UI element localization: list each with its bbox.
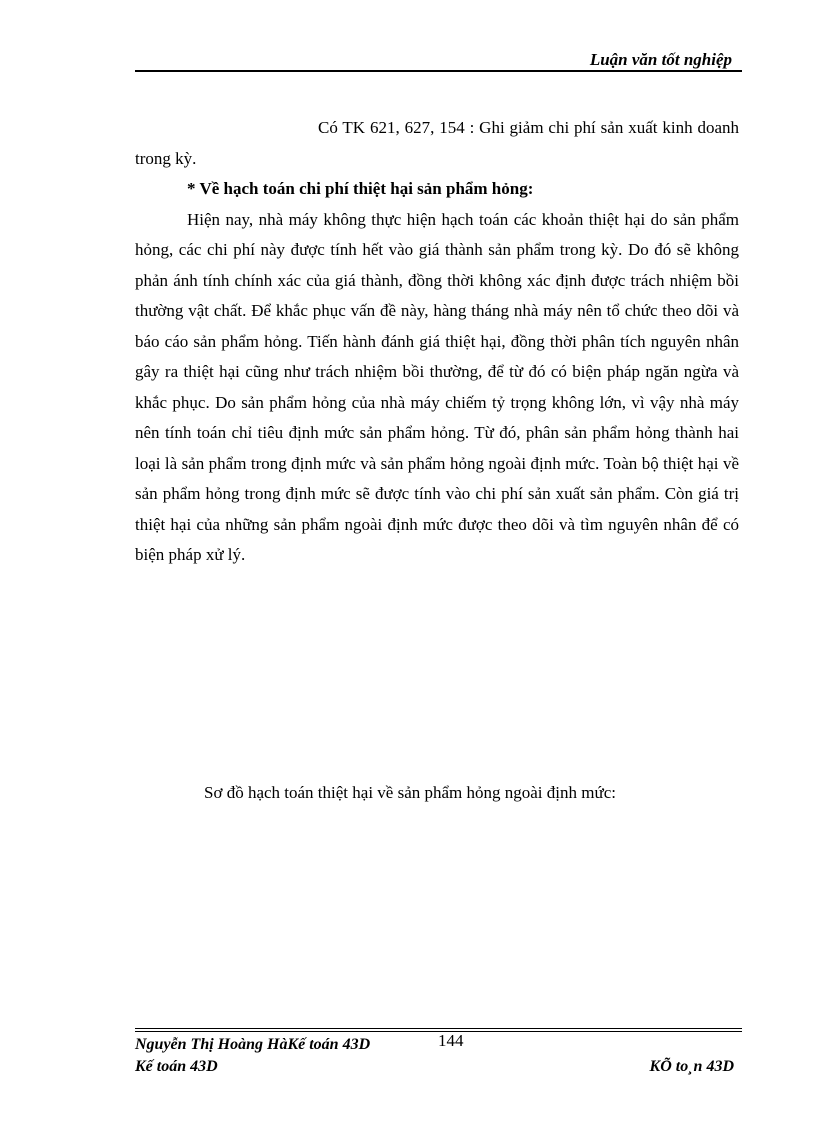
header-rule xyxy=(135,70,742,72)
footer-class-left: Kế toán 43D xyxy=(135,1058,218,1075)
page-number: 144 xyxy=(438,1031,464,1050)
credit-entry-line: Có TK 621, 627, 154 : Ghi giảm chi phí sản xuất kinh doanh trong kỳ. xyxy=(135,118,739,168)
section-heading: * Về hạch toán chi phí thiệt hại sản phẩm hỏng: xyxy=(187,179,534,198)
diagram-title: Sơ đồ hạch toán thiệt hại về sản phẩm hỏng ngoài định mức: xyxy=(204,783,616,802)
page-body xyxy=(135,113,739,571)
body-paragraph: Hiện nay, nhà máy không thực hiện hạch toán các khoản thiệt hại do sản phẩm hỏng, các chi phí này được tính hết vào giá thành sản phẩm trong kỳ. Do đó sẽ không phản ánh tính chính xác của giá thành, đồng thời không xác định được trách nhiệm bồi thường vật chất. Để khắc phục vấn đề này, hàng tháng nhà máy nên tổ chức theo dõi và báo cáo sản phẩm hỏng. Tiến hành đánh giá thiệt hại, đồng thời phân tích nguyên nhân gây ra thiệt hại cũng như trách nhiệm bồi thường, để từ đó có biện pháp ngăn ngừa và khắc phục. Do sản phẩm hỏng của nhà máy chiếm tỷ trọng không lớn, vì vậy nhà máy nên tính toán chỉ tiêu định mức sản phẩm hỏng. Từ đó, phân sản phẩm hỏng thành hai loại là sản phẩm trong định mức và sản phẩm hỏng ngoài định mức. Toàn bộ thiệt hại về sản phẩm hỏng trong định mức sẽ được tính vào chi phí sản xuất sản phẩm. Còn giá trị thiệt hại của những sản phẩm ngoài định mức được theo dõi và tìm nguyên nhân để có biện pháp xử lý. xyxy=(135,209,739,564)
footer-class-right: KÕ to¸n 43D xyxy=(649,1058,734,1075)
running-header-title: Luận văn tốt nghiệp xyxy=(589,50,732,69)
footer-author: Nguyễn Thị Hoàng HàKế toán 43D xyxy=(135,1036,371,1053)
footer-rule-top xyxy=(135,1028,742,1029)
